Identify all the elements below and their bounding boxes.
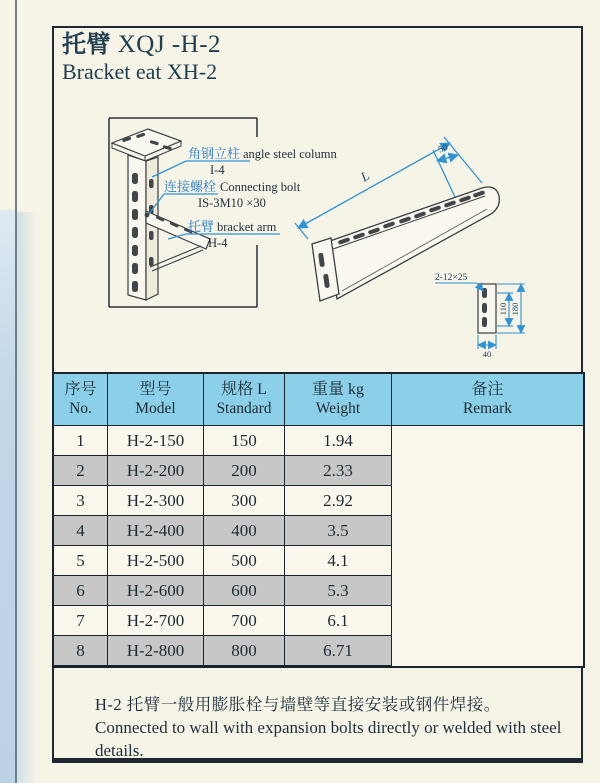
- col-header-remark: 备注 Remark: [392, 374, 583, 426]
- dim-end-slot-pitch-label: 50: [436, 142, 450, 156]
- cell-weight: 3.5: [285, 516, 392, 546]
- callout-arm-en: bracket arm: [217, 220, 277, 234]
- cell-model: H-2-700: [108, 606, 204, 636]
- cell-standard: 800: [204, 636, 285, 666]
- col-header-standard: 规格 L Standard: [204, 374, 285, 426]
- dim-arm-length-label: L: [358, 167, 372, 185]
- remark-merged-cell: [392, 426, 583, 666]
- cell-no: 8: [54, 636, 108, 666]
- dim-plate-height-label: 180: [510, 302, 520, 316]
- spec-table: [52, 372, 585, 668]
- technical-diagram: [50, 95, 585, 372]
- cell-no: 5: [54, 546, 108, 576]
- cell-weight: 4.1: [285, 546, 392, 576]
- page-title: [62, 31, 221, 84]
- cell-standard: 150: [204, 426, 285, 456]
- title-line-2: Bracket eat XH-2: [62, 59, 218, 84]
- cell-standard: 600: [204, 576, 285, 606]
- wall-plate-detail-view: [435, 273, 525, 359]
- callout-arm-sub: H-4: [208, 236, 228, 250]
- cell-model: H-2-150: [108, 426, 204, 456]
- cell-no: 7: [54, 606, 108, 636]
- cell-model: H-2-400: [108, 516, 204, 546]
- note-english: Connected to wall with expansion bolts directly or welded with steel details.: [95, 718, 562, 760]
- cell-no: 6: [54, 576, 108, 606]
- cell-model: H-2-800: [108, 636, 204, 666]
- cell-no: 2: [54, 456, 108, 486]
- page-edge-line: [15, 0, 17, 783]
- cell-standard: 400: [204, 516, 285, 546]
- cell-standard: 300: [204, 486, 285, 516]
- title-chinese: 托臂: [62, 32, 111, 58]
- title-model-code: XQJ -H-2: [117, 31, 222, 58]
- callout-bolt-zh: 连接螺栓: [164, 179, 217, 194]
- callout-arm-zh: 托臂: [188, 219, 215, 234]
- col-header-model: 型号 Model: [108, 374, 204, 426]
- callout-column-sub: I-4: [210, 163, 225, 177]
- footer-note: [52, 665, 583, 763]
- cell-standard: 500: [204, 546, 285, 576]
- dim-hole-pitch-label: 110: [498, 302, 508, 316]
- callout-bolt-en: Connecting bolt: [220, 180, 301, 194]
- cell-weight: 5.3: [285, 576, 392, 606]
- cell-no: 1: [54, 426, 108, 456]
- cell-model: H-2-200: [108, 456, 204, 486]
- note-chinese: H-2 托臂一般用膨胀栓与墙壁等直接安装或钢件焊接。: [95, 695, 501, 714]
- dim-slot-spec-label: 2-12×25: [435, 273, 468, 283]
- title-line-1: [62, 31, 221, 59]
- cell-weight: 6.1: [285, 606, 392, 636]
- cell-model: H-2-600: [108, 576, 204, 606]
- left-margin-fade: [17, 212, 37, 783]
- cell-model: H-2-300: [108, 486, 204, 516]
- cell-no: 4: [54, 516, 108, 546]
- callout-column-zh: 角钢立柱: [188, 146, 241, 161]
- cell-standard: 700: [204, 606, 285, 636]
- col-header-no: 序号 No.: [54, 374, 108, 426]
- dim-plate-width-label: 40: [482, 349, 492, 359]
- cell-weight: 2.33: [285, 456, 392, 486]
- callout-bolt-sub: IS-3M10 ×30: [198, 196, 266, 210]
- cell-model: H-2-500: [108, 546, 204, 576]
- cell-weight: 1.94: [285, 426, 392, 456]
- col-header-weight: 重量 kg Weight: [285, 374, 392, 426]
- cell-no: 3: [54, 486, 108, 516]
- cell-standard: 200: [204, 456, 285, 486]
- cell-weight: 2.92: [285, 486, 392, 516]
- cell-weight: 6.71: [285, 636, 392, 666]
- callout-column-en: angle steel column: [243, 147, 337, 161]
